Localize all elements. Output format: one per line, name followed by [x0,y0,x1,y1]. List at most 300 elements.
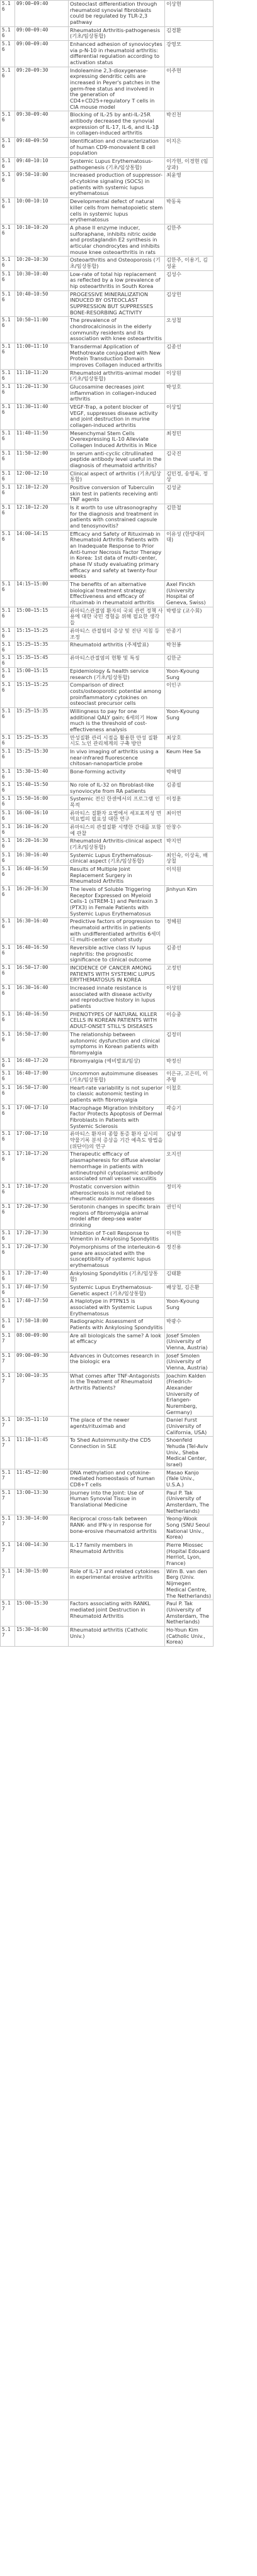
session-time: 15:15~15:25 [15,682,69,708]
session-presenter: Masao Kanjo (Yale Univ., U.S.A.) [165,1469,214,1489]
session-title: Rheumatoid Arthritis-pathogenesis (기초/임상통합) [69,26,165,40]
session-presenter: 김상헌 [165,290,214,317]
session-time: 16:10~16:20 [15,824,69,837]
session-presenter: 박병삼 (교수회) [165,607,214,627]
session-time: 09:00~09:40 [15,1,69,27]
session-presenter: 배상철, 김은환 [165,1283,214,1297]
session-day: 5.16 [1,111,15,138]
session-presenter: Paul P. Tak (University of Amsterdam, The Netherlands) [165,1600,214,1627]
session-row [1,682,214,708]
session-title: The prevalence of chondrocalcinosis in the elderly community residents and its association with knee osteoarthritis [69,317,165,343]
session-row [1,1352,214,1372]
session-day: 5.16 [1,641,15,655]
session-time: 17:00~17:10 [15,1104,69,1130]
session-presenter: 이철호 [165,1084,214,1104]
session-presenter: 오성철 [165,317,214,343]
session-row [1,824,214,837]
session-day: 5.16 [1,290,15,317]
session-title: What comes after TNF-Antagonists in the Treatment of Rheumatoid Arthritis Patients? [69,1372,165,1417]
session-day: 5.16 [1,343,15,369]
session-presenter: 이석원 [165,866,214,886]
session-time: 17:40~17:50 [15,1283,69,1297]
session-title: Blocking of IL-25 by anti-IL-25R antibody decreased the synovial expression of IL-17, IL-6, and IL-1β in collagen-induced arthritis [69,111,165,138]
session-presenter: 최이연 [165,809,214,823]
session-day: 5.16 [1,581,15,607]
session-row [1,837,214,851]
session-presenter: 박해영 [165,768,214,782]
session-time: 11:10~11:20 [15,369,69,383]
session-title: In serum anti-cyclic citrullinated peptide antibody level useful in the diagnosis of rheumatoid arthritis? [69,450,165,470]
session-presenter: Ho-Youn Kim (Catholic Univ., Korea) [165,1626,214,1646]
session-presenter: 이유성 (한양대의대) [165,530,214,580]
session-row [1,172,214,198]
session-presenter: Yoon-Kyoung Sung [165,1298,214,1318]
session-row [1,641,214,655]
session-time: 15:25~15:35 [15,734,69,748]
session-presenter: 박성호 [165,383,214,403]
session-title: Serotonin changes in specific brain regions of fibromyalgia animal model after deep-sea water drinking [69,1203,165,1229]
session-row [1,965,214,985]
session-time: 09:00~09:40 [15,41,69,67]
session-day: 5.16 [1,748,15,768]
session-day: 5.17 [1,1469,15,1489]
session-row [1,224,214,256]
session-row [1,581,214,607]
session-time: 09:40~09:50 [15,138,69,158]
session-day: 5.16 [1,1183,15,1203]
session-time: 13:00~13:30 [15,1489,69,1515]
session-title: Mesenchymal Stem Cells Overexpressing IL-10 Alleviate Collagen Induced Arthritis in Mice [69,429,165,450]
session-day: 5.16 [1,886,15,918]
session-day: 5.16 [1,403,15,429]
session-time: 15:40~15:50 [15,781,69,795]
session-day: 5.16 [1,944,15,965]
session-presenter: 김남정 [165,1130,214,1151]
session-time: 12:10~12:20 [15,484,69,504]
session-row [1,1283,214,1297]
session-time: 10:00~10:35 [15,1372,69,1417]
session-title: The benefits of an alternative biological treatment strategy: Effectiveness and efficacy of rituximab in rheumatoid arthritis [69,581,165,607]
session-row [1,257,214,270]
session-row [1,1104,214,1130]
session-presenter: Pierre Miossec (Hopital Edouard Herriot, Lyon, France) [165,1542,214,1568]
session-title: Systemic Lupus Erythematosus-Genetic aspect (기초/임상통합) [69,1283,165,1297]
session-title: Systemic 전신 한센에서의 프로그램 인 목적 [69,795,165,809]
session-presenter: Yoon-Kyoung Sung [165,667,214,681]
session-title: IL-17 family members in Rheumatoid Arthritis [69,1542,165,1568]
session-row [1,1151,214,1183]
session-time: 16:50~17:00 [15,1084,69,1104]
session-presenter: 김성균 [165,484,214,504]
session-presenter: 박광수 [165,1318,214,1332]
session-day: 5.16 [1,429,15,450]
session-time: 17:00~17:10 [15,1130,69,1151]
session-title: Reversible active class IV lupus nephritis: the prognostic significance to clinical outcome [69,944,165,965]
session-title: Rheumatoid Arthritis-clinical aspect (기초/임상통합) [69,837,165,851]
session-day: 5.16 [1,138,15,158]
session-row [1,198,214,224]
session-row [1,1269,214,1283]
session-row [1,1084,214,1104]
session-time: 15:30~15:40 [15,768,69,782]
session-title: DNA methylation and cytokine-mediated homeostasis of human CD8+T cells [69,1469,165,1489]
session-presenter: 박지연 [165,837,214,851]
session-time: 16:20~16:30 [15,886,69,918]
session-row [1,795,214,809]
session-day: 5.16 [1,504,15,531]
session-presenter: Wim B. van den Berg (Univ. Nijmegen Medical Centre, The Netherlands) [165,1567,214,1600]
session-day: 5.17 [1,1515,15,1542]
session-row [1,1332,214,1352]
session-row [1,1567,214,1600]
session-day: 5.17 [1,1332,15,1352]
session-row [1,1469,214,1489]
session-time: 11:50~12:00 [15,450,69,470]
session-day: 5.16 [1,627,15,641]
session-day: 5.16 [1,26,15,40]
session-row [1,734,214,748]
session-title: Therapeutic efficacy of plasmapheresis for diffuse alveolar hemorrhage in patients with antineutrophil cytoplasmic antibody associated small vessel vasculitis [69,1151,165,1183]
session-row [1,343,214,369]
session-row [1,1372,214,1417]
session-time: 14:30~15:00 [15,1567,69,1600]
session-presenter: Josef Smolen (University of Vienna, Austria) [165,1332,214,1352]
session-presenter: 이상원 [165,369,214,383]
session-day: 5.16 [1,809,15,823]
session-row [1,1515,214,1542]
session-presenter: 권인식 [165,1203,214,1229]
session-day: 5.16 [1,824,15,837]
session-day: 5.16 [1,1084,15,1104]
session-row [1,748,214,768]
session-time: 16:40~17:20 [15,1057,69,1070]
session-presenter: 이주현 [165,67,214,111]
session-title: 류마티스관절염 환자의 국외 관련 정책 사용에 대한 국민 경험을 위해 필요한 생각들 [69,607,165,627]
session-title: To Shed Autoimmunity-the CD5 Connection in SLE [69,1437,165,1469]
session-time: 11:20~11:30 [15,383,69,403]
session-time: 11:40~11:50 [15,429,69,450]
session-day: 5.16 [1,1031,15,1057]
session-presenter: 이정훈 [165,795,214,809]
session-title: Results of Multiple Joint Replacement Surgery in Rheumatoid Arthritis [69,866,165,886]
session-presenter: 이상일 [165,403,214,429]
session-day: 5.16 [1,655,15,668]
session-presenter: 안종기 [165,627,214,641]
session-row [1,290,214,317]
session-presenter: 김정미 [165,1031,214,1057]
session-time: 16:20~16:30 [15,837,69,851]
session-day: 5.16 [1,1298,15,1318]
session-presenter: 김한군 [165,655,214,668]
session-title: Increased innate resistance is associated with disease activity and reproductive history in lupus patients [69,985,165,1011]
session-row [1,655,214,668]
session-time: 16:40~16:50 [15,866,69,886]
session-row [1,158,214,172]
session-day: 5.16 [1,198,15,224]
session-title: Epidemiology & health service research (기초/임상통합) [69,667,165,681]
session-day: 5.17 [1,1626,15,1646]
session-time: 16:40~17:00 [15,1070,69,1084]
session-day: 5.17 [1,1542,15,1568]
session-row [1,403,214,429]
session-title: Identification and characterization of human CD9-monovalent B cell population [69,138,165,158]
session-title: Role of IL-17 and related cytokines in experimental erosive arthritis [69,1567,165,1600]
session-day: 5.16 [1,224,15,256]
session-time: 15:50~16:00 [15,795,69,809]
session-presenter: Josef Smolen (University of Vienna, Austria) [165,1352,214,1372]
session-day: 5.16 [1,734,15,748]
session-title: Willingness to pay for one additional QALY gain; 6세의기 How much is the threshold of cost-effectiveness analysis [69,708,165,734]
session-title: Glucosamine decreases joint inflammation in collagen-induced arthritis [69,383,165,403]
session-presenter: 김태환 [165,1269,214,1283]
session-row [1,918,214,944]
session-presenter: Yoon-Kyoung Sung [165,708,214,734]
session-row [1,886,214,918]
session-day: 5.16 [1,1,15,27]
session-presenter: 정혜원 [165,918,214,944]
session-presenter: 정진용 [165,1243,214,1269]
session-day: 5.16 [1,1057,15,1070]
session-day: 5.17 [1,1600,15,1627]
session-title: Positive conversion of Tuberculin skin test in patients receiving anti TNF agents [69,484,165,504]
session-day: 5.16 [1,837,15,851]
session-presenter: 김성수 [165,270,214,290]
session-row [1,1031,214,1057]
session-title: 류마티스관절염의 현황 및 특징 [69,655,165,668]
session-row [1,809,214,823]
session-day: 5.16 [1,1010,15,1031]
session-title: Low-rate of total hip replacement as reflected by a low prevalence of hip osteoarthritis in South Korea [69,270,165,290]
session-row [1,1203,214,1229]
session-row [1,1057,214,1070]
session-presenter: 곽승기 [165,1104,214,1130]
session-title: INCIDENCE OF CANCER AMONG PATIENTS WITH SYSTEMIC LUPUS ERYTHEMATOSUS IN KOREA [69,965,165,985]
session-title: PHENOTYPES OF NATURAL KILLER CELLS IN KOREAN PATIENTS WITH ADULT-ONSET STILL'S DISEASES [69,1010,165,1031]
session-row [1,1489,214,1515]
session-day: 5.16 [1,470,15,484]
session-row [1,851,214,865]
session-time: 09:30~09:40 [15,111,69,138]
session-time: 14:00~14:15 [15,530,69,580]
session-time: 17:20~17:30 [15,1243,69,1269]
session-row [1,1417,214,1437]
session-presenter: 김종필 [165,781,214,795]
session-time: 11:10~11:45 [15,1437,69,1469]
session-day: 5.16 [1,369,15,383]
session-day: 5.16 [1,795,15,809]
session-row [1,1183,214,1203]
session-day: 5.16 [1,1283,15,1297]
session-title: Uncommon autoimmune diseases (기초/임상통합) [69,1070,165,1084]
session-time: 17:20~17:30 [15,1203,69,1229]
session-title: Inhibition of T-cell Response to Vimentin in Ankylosing Spondylitis [69,1229,165,1243]
session-title: Developmental defect of natural killer cells from hematopoietic stem cells in systemic lupus erythematosus [69,198,165,224]
session-title: Rheumatoid arthritis (Catholic Univ.) [69,1626,165,1646]
session-day: 5.16 [1,768,15,782]
session-presenter: 이상현 [165,1,214,27]
session-time: 16:30~16:40 [15,851,69,865]
session-title: Ankylosing Spondylitis (기초/임상통합) [69,1269,165,1283]
session-row [1,1130,214,1151]
session-presenter: 이인구 [165,682,214,708]
session-title: Bone-forming activity [69,768,165,782]
session-day: 5.16 [1,1130,15,1151]
session-title: A phase II enzyme inducer, sulforaphane, inhibits nitric oxide and prostaglandin E2 synthesis in articular chondrocytes and inhibits mouse knee osteoarthritis in rats [69,224,165,256]
session-row [1,504,214,531]
session-row [1,708,214,734]
session-time: 16:40~16:50 [15,1010,69,1031]
session-row [1,470,214,484]
session-time: 09:50~10:00 [15,172,69,198]
session-day: 5.17 [1,1372,15,1417]
session-day: 5.16 [1,383,15,403]
session-presenter: 김한철 [165,504,214,531]
session-presenter: 최정민 [165,429,214,450]
session-time: 10:10~10:20 [15,224,69,256]
session-title: In vivo imaging of arthritis using a near-infrared fluorescence chitosan-nanoparticle probe [69,748,165,768]
session-time: 15:15~15:25 [15,627,69,641]
session-time: 15:00~15:30 [15,1600,69,1627]
session-row [1,1229,214,1243]
session-time: 16:40~16:50 [15,944,69,965]
session-time: 11:00~11:10 [15,343,69,369]
session-title: A Haplotype in PTPN15 is associated with Systemic Lupus Erythematosus [69,1298,165,1318]
schedule-body [1,1,214,1647]
session-time: 10:40~10:50 [15,290,69,317]
session-presenter: 최인숙, 이상욱, 배상철 [165,851,214,865]
session-time: 16:50~17:00 [15,1031,69,1057]
session-time: 10:50~11:00 [15,317,69,343]
session-title: 류마티스 질환자 요법에서 세포표적성 면역요법의 필요성 대한 연구 [69,809,165,823]
session-title: 류마티스 관절염의 증상 및 진단 지침 등 조정 [69,627,165,641]
session-time: 10:30~10:40 [15,270,69,290]
session-title: Heart-rate variability is not superior to classic autonomic testing in patients with fibromyalgia [69,1084,165,1104]
session-title: Is it worth to use ultrasonography for the diagnosis and treatment in patients with constrained capsule and tenosynovitis? [69,504,165,531]
session-day: 5.16 [1,1229,15,1243]
session-row [1,270,214,290]
session-title: The levels of Soluble Triggering Receptor Expressed on Myeloid Cells-1 (sTREM-1) and Pentraxin 3 (PTX3) in Female Patients with Systemic Lupus Erythematosus [69,886,165,918]
session-time: 15:00~15:15 [15,667,69,681]
session-title: No role of IL-32 on fibroblast-like synoviocyte from RA patients [69,781,165,795]
session-day: 5.16 [1,67,15,111]
session-time: 16:30~16:40 [15,918,69,944]
session-presenter: 박진천 [165,111,214,138]
session-presenter: Shoenfeld Yehuda (Tel-Aviv Univ., Sheba Medical Center, Israel) [165,1437,214,1469]
session-day: 5.16 [1,1104,15,1130]
session-day: 5.16 [1,781,15,795]
session-presenter: 고정민 [165,965,214,985]
session-time: 15:30~16:00 [15,1626,69,1646]
session-presenter: 이지은 [165,138,214,158]
session-day: 5.16 [1,270,15,290]
session-time: 17:40~17:50 [15,1298,69,1318]
session-time: 08:00~09:00 [15,1332,69,1352]
session-presenter: 김민경, 송영욱, 정상 [165,470,214,484]
session-presenter: 김한주 [165,224,214,256]
session-title: 류마티스 환자의 종합 통증 환자 실시의 약물기록 분석 증상을 기간 예측도 방법을 (위단이)의 연구 [69,1130,165,1151]
session-day: 5.16 [1,1070,15,1084]
session-row [1,627,214,641]
session-day: 5.16 [1,851,15,865]
session-time: 09:00~09:30 [15,1352,69,1372]
session-day: 5.16 [1,985,15,1011]
session-time: 12:00~12:10 [15,470,69,484]
session-row [1,1600,214,1627]
session-row [1,530,214,580]
session-day: 5.16 [1,918,15,944]
session-time: 17:50~18:00 [15,1318,69,1332]
session-time: 14:00~14:30 [15,1542,69,1568]
session-presenter: Jinhyun Kim [165,886,214,918]
session-row [1,1010,214,1031]
session-time: 17:10~17:20 [15,1183,69,1203]
session-presenter: 이은규, 고은미, 이주형 [165,1070,214,1084]
session-title: Reciprocal cross-talk between RANK- and IFN-γ in response for bone-erosive rheumatoid arthritis [69,1515,165,1542]
session-time: 09:00~09:40 [15,26,69,40]
session-presenter: 박정신 [165,1057,214,1070]
session-title: Polymorphisms of the interleukin-6 gene are associated with the susceptibility of systemic lupus erythematosus [69,1243,165,1269]
session-title: Osteoclast differentiation through rheumatoid synovial fibroblasts could be regulated by TLR-2,3 pathway [69,1,165,27]
session-presenter: Keum Hee Sa [165,748,214,768]
session-day: 5.16 [1,682,15,708]
session-row [1,369,214,383]
session-presenter: Daniel Furst (University of California, USA) [165,1417,214,1437]
session-time: 15:00~15:15 [15,607,69,627]
session-row [1,781,214,795]
session-row [1,1243,214,1269]
session-presenter: Yeong-Wook Song (SNU Seoul National Univ., Korea) [165,1515,214,1542]
session-title: Systemic Lupus Erythematosus-pathogenesis (기초/임상통합) [69,158,165,172]
session-day: 5.16 [1,41,15,67]
session-day: 5.16 [1,158,15,172]
session-time: 14:15~15:00 [15,581,69,607]
session-time: 16:00~16:10 [15,809,69,823]
session-day: 5.17 [1,1417,15,1437]
session-title: Predictive factors of progression to rheumatoid arthritis in patients with undifferentiated arthritis 6세미디 multi-center cohort study [69,918,165,944]
session-day: 5.16 [1,1151,15,1183]
session-title: 만성질환 관리 시점을 활용한 만성 질환 시도 노인 관리체계의 구축 방안 [69,734,165,748]
session-presenter: Joachim Kalden (Friedrich-Alexander University of Erlangen-Nuremberg, Germany) [165,1372,214,1417]
session-title: Efficacy and Safety of Rituximab in Rheumatoid Arthritis Patients with an Inadequate Response to Prior Anti-tumor Necrosis Factor Therapy in Korea: 1st data of multi-center, phase IV study evaluating primary efficacy and safety at twenty-four weeks [69,530,165,580]
session-day: 5.16 [1,1203,15,1229]
session-presenter: 김종선 [165,343,214,369]
session-row [1,1626,214,1646]
session-time: 10:20~10:30 [15,257,69,270]
session-time: 12:10~12:20 [15,504,69,531]
session-presenter: 최윤영 [165,172,214,198]
session-title: 류마티스의 관절질환 시행한 간대를 포함 예 관찰 [69,824,165,837]
session-day: 5.17 [1,1352,15,1372]
session-day: 5.17 [1,1489,15,1515]
session-time: 16:50~17:00 [15,965,69,985]
session-day: 5.16 [1,866,15,886]
session-row [1,429,214,450]
session-day: 5.16 [1,607,15,627]
session-time: 09:40~10:10 [15,158,69,172]
session-presenter: 김한주, 이용기, 김성윤 [165,257,214,270]
session-day: 5.16 [1,257,15,270]
session-presenter: 김종선 [165,944,214,965]
session-row [1,484,214,504]
session-time: 09:20~09:30 [15,67,69,111]
session-title: Macrophage Migration Inhibitory Factor Protects Apoptosis of Dermal Fibroblasts in Patients with Systemic Sclerosis [69,1104,165,1130]
session-presenter: 김국진 [165,450,214,470]
session-row [1,944,214,965]
session-presenter: 김경환 [165,26,214,40]
session-row [1,866,214,886]
session-title: Rheumatoid arthritis (주제발표) [69,641,165,655]
session-row [1,317,214,343]
